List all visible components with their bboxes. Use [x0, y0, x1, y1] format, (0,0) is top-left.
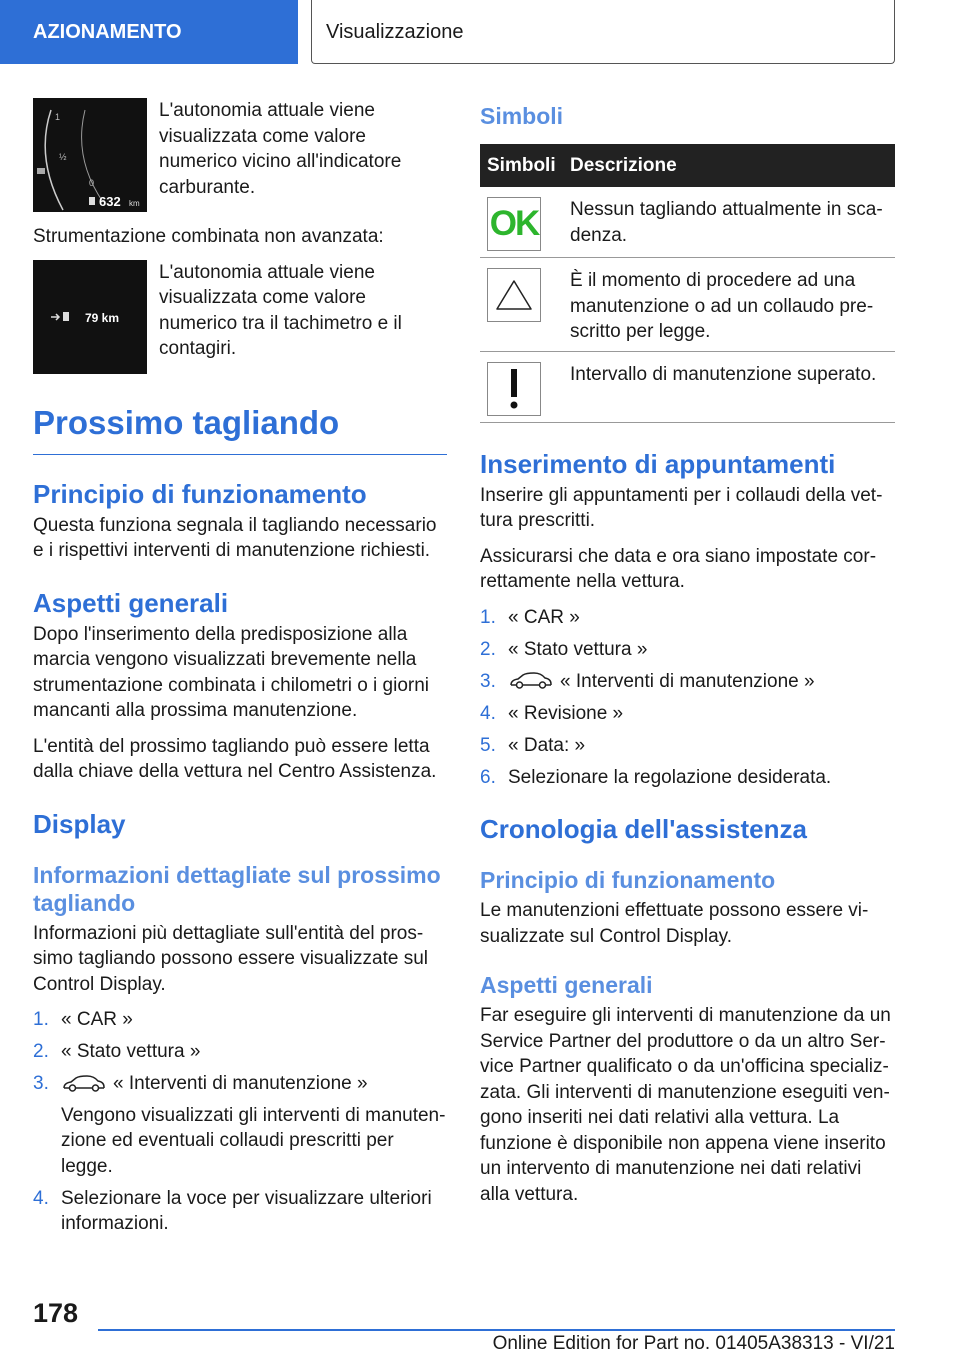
aspetti-text-1: Dopo l'inserimento della predisposizione alla marcia vengono visualizzati brevemente nella strumentazione combinata i chilometri o i giorni mancanti alla prossima manutenzione.: [33, 623, 430, 721]
gauge-tick-0: 0: [89, 178, 95, 188]
heading-appuntamenti: Inserimento di appuntamenti: [480, 448, 836, 479]
exclamation-icon: [487, 362, 541, 416]
heading-cronologia: Cronologia dell'assistenza: [480, 814, 807, 844]
section-heading-prossimo-tagliando: Prossimo tagliando: [33, 404, 447, 455]
aspetti-text-3: Far eseguire gli interventi di manutenzione da un Service Partner del produttore o da un altro Service Partner qualificato o da un'officina specializzata. Gli interventi di manutenzione eseguiti vengono inseriti nei dati relativi alla vettura. La funzione è disponibile non appena viene inserito un intervento di manutenzione nei dati relativi alla vettura.: [480, 1005, 891, 1205]
range-display-caption: L'autonomia attuale viene visualizzata come valore numerico tra il tachimetro e il contagiri.: [159, 261, 402, 359]
heading-info-dettagliate: Informazioni dettagliate sul prossimo tagliando: [33, 861, 441, 916]
heading-aspetti: Aspetti generali: [33, 587, 229, 618]
left-column: [33, 98, 447, 1243]
list-item: 4. « Revisione »: [480, 702, 624, 724]
footer-edition: Online Edition for Part no. 01405A38313 - VI/21: [492, 1333, 895, 1354]
aspetti-text-2: L'entità del prossimo tagliando può essere letta dalla chiave della vettura nel Centro Assistenza.: [33, 735, 437, 782]
list-item: 3. « Interventi di manutenzione » Vengono visualizzati gli interventi di manutenzione ed eventuali collaudi prescritti per legge.: [33, 1073, 446, 1177]
list-item: 6. Selezionare la regolazione desiderata.: [480, 766, 832, 788]
fuel-gauge-image: [33, 98, 147, 212]
fuel-gauge-graphic: [33, 98, 147, 212]
heading-principio: Principio di funzionamento: [33, 478, 367, 509]
heading-aspetti-2: Aspetti generali: [480, 972, 653, 998]
warning-triangle-icon: [487, 268, 541, 322]
section-tab: AZIONAMENTO: [0, 0, 298, 64]
list-item: 3. « Interventi di manutenzione »: [480, 670, 815, 692]
symbols-table: [480, 144, 895, 423]
fuel-gauge-block: [33, 98, 447, 212]
heading-display: Display: [33, 808, 126, 839]
range-display-image: [33, 260, 147, 374]
table-row: OK Nessun tagliando attualmente in scadenza.: [480, 187, 895, 258]
right-steps-list: [480, 605, 895, 791]
range-display-graphic: [33, 260, 147, 374]
range-display-value: 79 km: [85, 310, 120, 325]
list-item: 1. « CAR »: [33, 1009, 133, 1030]
range-display-block: [33, 260, 447, 374]
fuel-gauge-caption: L'autonomia attuale viene visualizzata come valore numerico vicino all'indicatore carburante.: [159, 100, 402, 198]
footer-divider: [98, 1329, 895, 1331]
car-icon: [61, 1074, 107, 1094]
info-text: Informazioni più dettagliate sull'entità del prossimo tagliando possono essere visualizzate sul Control Display.: [33, 922, 428, 995]
list-item: 2. « Stato vettura »: [480, 638, 648, 660]
list-item: 1. « CAR »: [480, 606, 580, 628]
appuntamenti-text-2: Assicurarsi che data e ora siano impostate correttamente nella vettura.: [480, 545, 877, 592]
left-steps-list: [33, 1007, 447, 1237]
gauge-range-value: 632: [99, 194, 121, 209]
heading-principio-2: Principio di funzionamento: [480, 867, 776, 893]
gauge-range-unit: km: [129, 199, 140, 208]
appuntamenti-text-1: Inserire gli appuntamenti per i collaudi della vettura prescritti.: [480, 484, 883, 531]
table-row: È il momento di procedere ad una manutenzione o ad un collaudo prescritto per legge.: [480, 258, 895, 352]
table-row: Intervallo di manutenzione superato.: [480, 351, 895, 422]
page-number: 178: [33, 1298, 79, 1328]
list-item: 4. Selezionare la voce per visualizzare ulteriori informazioni.: [33, 1187, 432, 1234]
table-header-description: Descrizione: [563, 144, 895, 187]
gauge-tick-half: ½: [59, 152, 67, 162]
list-item: 2. « Stato vettura »: [33, 1041, 201, 1062]
heading-simboli: Simboli: [480, 103, 564, 129]
list-item: 5. « Data: »: [480, 734, 586, 756]
principio-text: Questa funziona segnala il tagliando necessario e i rispettivi interventi di manutenzione richiesti.: [33, 514, 437, 561]
nonadvanced-label: Strumentazione combinata non avanzata:: [33, 226, 384, 247]
gauge-tick-1: 1: [55, 112, 61, 122]
right-column: [480, 98, 895, 1217]
principio-text-2: Le manutenzioni effettuate possono essere visualizzate sul Control Display.: [480, 900, 869, 947]
table-header-symbols: Simboli: [480, 144, 563, 187]
ok-icon: OK: [487, 197, 541, 251]
car-icon: [508, 671, 554, 691]
page-header-title: Visualizzazione: [311, 0, 895, 64]
